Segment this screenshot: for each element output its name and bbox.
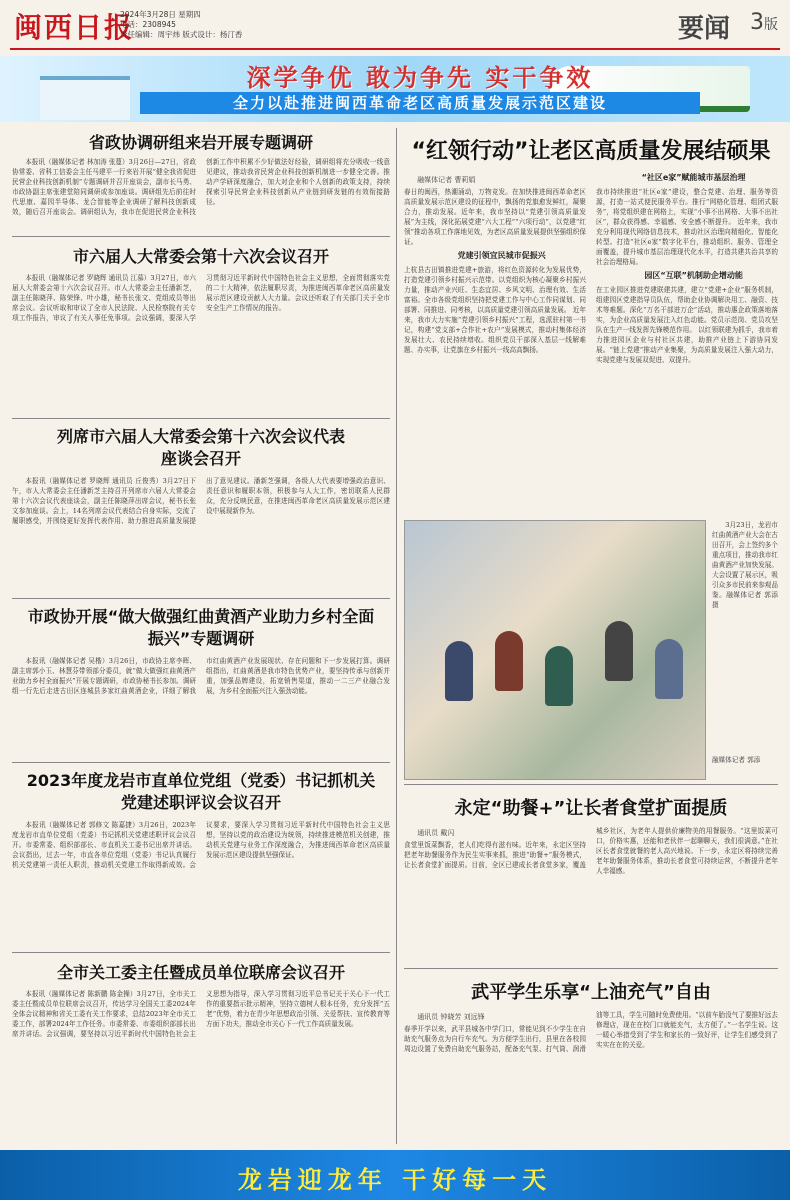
article-body (404, 173, 778, 525)
article-body (12, 476, 390, 586)
person-figure (445, 641, 473, 701)
article-subhead: “社区e家”赋能城市基层治理 (641, 173, 746, 182)
divider (12, 952, 390, 953)
column-divider (396, 128, 397, 1144)
article-byline: 本报讯（融媒体记者 林加涛 张蔓） (25, 158, 129, 166)
article-subhead: 园区“互联”机制助企增动能 (644, 271, 743, 280)
building-graphic (40, 76, 130, 120)
article-a4 (12, 604, 390, 766)
article-title: “红领行动”让老区高质量发展结硕果 (411, 139, 771, 164)
article-byline: 融媒体记者 曹莉娟 (417, 176, 476, 184)
footer-banner (0, 1150, 790, 1200)
footer-slogan: 龙岩迎龙年 干好每一天 (237, 1166, 553, 1194)
person-figure (545, 646, 573, 706)
section-title: 要闻 (677, 14, 730, 44)
article-text: 近年来，我市充分利用现代网络信息技术，推动社区治理向精细化、智能化转型。打造“社区e家”数字化平台，推动组织、服务、管理全面覆盖，提升城市基层治理现代化水平，打造共建共治共享的社会治理格局。 (596, 218, 778, 266)
article-a9 (404, 790, 778, 972)
caption-credit: 融媒体记者 郭添 (712, 756, 761, 764)
article-title: 市六届人大常委会第十六次会议召开 (72, 247, 329, 266)
article-byline: 本报讯（融媒体记者 吴楷） (25, 657, 109, 665)
article-byline: 本报讯（融媒体记者 陈新鹏 陈金操） (25, 990, 137, 998)
page-suffix: 版 (764, 17, 778, 33)
article-title: 列席市六届人大常委会第十六次会议代表座谈会召开 (56, 427, 345, 468)
article-a1 (12, 128, 390, 245)
article-body (12, 656, 390, 766)
article-body (12, 820, 390, 950)
article-text: 食堂里饭菜飘香，老人们吃得有滋有味。近年来，永定区坚持把老年助餐服务作为民生实事来抓，推进“助餐+”服务模式，让长者食堂扩面提质。目前，全区已建成长者食堂多家，覆盖城乡社区，为老年人提供价廉物美的用餐服务。“这里饭菜可口，价格实惠，还能和老伙伴一起聊聊天，我们很满意。”在社区长者食堂就餐的老人高兴地说。下一步，永定区将持续完善老年助餐服务体系，推动长者食堂可持续运营，不断提升老年人幸福感。 (404, 827, 778, 875)
article-text: 3月26日—27日，省政协常委、省科工信委会主任马建平一行来岩开展“健全我省促进民营企业科技创新机制”专题调研并召开座谈会，副市长马勇、市政协副主席张建堂陪同调研或参加座谈。调研组先后前往时代思康、嘉园半导体、龙合智能等企业调研了解科技创新成效，随后召开座谈会。调研组认为，我市在促进民营企业科技创新工作中积累不少好做法好经验，调研组将充分吸收一线意见建议，推动我省民营企业科技创新机制进一步健全完善。推动产学研深度融合，加大对企业和个人创新的政策支持，持续探索引导民营企业科技创新从产业链到研发链的有效衔接路径。 (12, 158, 390, 216)
editor-line: 责任编辑：周宇炜 版式设计：杨汀香 (120, 30, 243, 39)
phone-line: 电话：2308945 (120, 20, 176, 29)
divider (404, 968, 778, 969)
article-text: 在工业园区推进党建联建共建，建立“党建+企业”服务机制，组建园区党建指导员队伍，帮助企业协调解决用工、融资、技术等难题。深化“万名干部进万企”活动，推动惠企政策落地落实，为企业高质量发展注入红色动能。党员示范岗、党员攻坚队在生产一线发挥先锋模范作用。 (596, 286, 778, 334)
article-title: 2023年度龙岩市直单位党组（党委）书记抓机关党建述职评议会议召开 (26, 771, 376, 812)
article-title: 永定“助餐+”让长者食堂扩面提质 (454, 798, 728, 819)
article-body (404, 826, 778, 972)
article-body (404, 1010, 778, 1140)
person-figure (605, 621, 633, 681)
article-text: 3月27日下午，市人大常委会主任潘新芝主持召开列席市六届人大常委会第十六次会议代表座谈会，副主任陈晓萍出席会议，秘书长张文参加座谈。会上，14名列席会议代表结合自身实际，交流了履职感受，并围绕更好发挥代表作用、助力推进高质量发展提出了意见建议。潘新芝强调，各级人大代表要增强政治意识、责任意识和履职本领，积极参与人大工作，密切联系人民群众，充分反映民意，在推进闽西革命老区高质量发展示范区建设中展现新作为。 (12, 477, 390, 525)
divider (12, 762, 390, 763)
masthead-rule (10, 48, 780, 50)
divider (12, 598, 390, 599)
divider (12, 418, 390, 419)
top-banner (0, 56, 790, 122)
masthead-meta (120, 10, 242, 40)
article-body (12, 273, 390, 423)
banner-slogan-sub: 全力以赴推进闽西革命老区高质量发展示范区建设 (140, 92, 700, 114)
article-text: 3月26日，2023年度龙岩市直单位党组（党委）书记抓机关党建述职评议会议召开。市委常委、组织部部长、市直机关工委书记出席并讲话。会议指出，过去一年，市直各单位党组（党委）书记认真履行机关党建第一责任人职责，推动机关党建工作取得新成效。会议要求，要深入学习贯彻习近平新时代中国特色社会主义思想，坚持以党的政治建设为统领，持续推进模范机关创建，推动机关党建与业务工作深度融合，为推进闽西革命老区高质量发展示范区建设提供坚强保证。 (12, 821, 390, 869)
person-figure (655, 639, 683, 699)
article-text: 3月27日，全市关工委主任暨成员单位联席会议召开，传达学习全国关工委2024年全体会议精神和省关工委有关工作要求，总结2023年全市关工委工作，部署2024年工作任务。市委常委、市委组织部部长出席并讲话。会议强调，要坚持以习近平新时代中国特色社会主义思想为指导，深入学习贯彻习近平总书记关于关心下一代工作的重要指示批示精神，坚持立德树人根本任务，充分发挥“五老”优势，着力在青少年思想政治引领、关爱帮扶、宣传教育等方面下功夫，推动全市关心下一代工作高质量发展。 (12, 990, 390, 1038)
divider (404, 784, 778, 785)
article-title: 市政协开展“做大做强红曲黄酒产业助力乡村全面振兴”专题调研 (27, 607, 375, 648)
article-byline: 通讯员 戴闪 (417, 829, 455, 837)
article-title: 武平学生乐享“上油充气”自由 (471, 982, 711, 1003)
photo-caption (712, 520, 778, 765)
article-byline: 本报讯（融媒体记者 郭修文 陈嘉捷） (25, 821, 139, 829)
article-a7 (404, 128, 778, 525)
article-body (12, 989, 390, 1147)
article-byline: 通讯员 钟晓芳 刘远锋 (417, 1013, 485, 1021)
masthead (0, 0, 790, 52)
article-text: 近年来，我市大力实施“党建引领乡村振兴”工程，选派驻村第一书记，构建“党支部+合作社+农户”发展模式，推动村集体经济发展壮大、农民持续增收。组织党员干部深入基层一线解难题、办实事，让党旗在乡村振兴一线高高飘扬。 (404, 306, 587, 354)
article-text: 以红领联建为抓手，我市着力推进园区企业与村社区共建，助推产业链上下游协同发展。“链上党建”推动产业集聚，为高质量发展注入强大动力，实现党建与发展双促进、双提升。 (596, 326, 778, 364)
article-title: 省政协调研组来岩开展专题调研 (88, 133, 313, 152)
article-text: 春季开学以来，武平县城各中学门口，常能见到不少学生在自助充气服务点为自行车充气。为方便学生出行，县里在各校园周边设置了免费自助充气服务站，配备充气泵、打气筒、润滑油等工具，学生可随时免费使用。“以前车胎没气了要推好远去修理店，现在在校门口就能充气，太方便了。”一名学生说。这一暖心举措受到了学生和家长的一致好评，让学生们感受到了实实在在的关爱。 (404, 1011, 778, 1053)
caption-text: 3月23日，龙岩市红曲黄酒产业大会在古田召开，会上签约多个重点项目，推动我市红曲黄酒产业加快发展。大会设置了展示区，吸引众多市民前来参观品鉴。融媒体记者 郭添 摄 (712, 521, 778, 609)
person-figure (495, 631, 523, 691)
divider (12, 236, 390, 237)
date-line: 2024年3月28日 星期四 (120, 10, 201, 19)
article-a3 (12, 424, 390, 586)
newspaper-logo: 闽西日报 (14, 11, 135, 44)
article-a2 (12, 240, 390, 423)
article-byline: 本报讯（融媒体记者 罗晓辉 通讯员 丘俊秀） (25, 477, 163, 485)
article-byline: 本报讯（融媒体记者 罗晓辉 通讯员 江慕） (25, 274, 151, 282)
article-text: 3月27日，市六届人大常委会第十六次会议召开。市人大常委会主任潘新芝，副主任陈晓萍、陈荣锋、叶小雄，秘书长张文、党组成员等出席会议。会议听取和审议了全市人民法院、人民检察院有关专项工作报告，审议了有关人事任免事项。会议强调，要深入学习贯彻习近平新时代中国特色社会主义思想，全面贯彻落实党的二十大精神，依法履职尽责，为推进闽西革命老区高质量发展示范区建设贡献人大力量。会议还听取了有关部门关于全市安全生产工作情况的报告。 (12, 274, 390, 322)
article-body (12, 157, 390, 245)
article-intro: 春日的闽西，热潮涌动，万物竞发。在加快推进闽西革命老区高质量发展示范区建设的征程中，飘扬的党旗愈发鲜红，凝聚合力，推动发展。近年来，我市坚持以“党建引领高质量发展”为主线，深化拓展党建“六大工程”“六项行动”，以党建“红领”推动各项工作落地见效，为老区高质量发展提供坚强组织保证。 (404, 188, 586, 246)
banner-slogan-main: 深学争优 敢为争先 实干争效 (246, 64, 594, 92)
article-text: 上杭县古田镇推进党建+旅游，将红色资源转化为发展优势，打造党建引领乡村振兴示范带。以党组织为核心凝聚乡村振兴力量，推动产业兴旺、生态宜居、乡风文明、治理有效、生活富裕。全市各级党组织坚持把党建工作与中心工作同谋划、同部署、同推进、同考核，以高质量党建引领高质量发展。 (404, 266, 586, 314)
article-text: 3月26日，市政协主席李晖、副主席郭小玉、林慧芬带领部分委员，就“做大做强红曲黄酒产业助力乡村全面振兴”开展专题调研，市政协秘书长参加。调研组一行先后走进古田区连城县多家红曲黄酒企业，详细了解我市红曲黄酒产业发展现状、存在问题和下一步发展打算。调研组指出，红曲黄酒是我市特色优势产业，要坚持传承与创新并重，加强品牌建设，拓宽销售渠道，推动一二三产业融合发展，为乡村全面振兴注入强劲动能。 (12, 657, 390, 695)
page-number (750, 10, 778, 35)
article-subhead: 党建引领宜民城市促振兴 (457, 251, 546, 260)
article-title: 全市关工委主任暨成员单位联席会议召开 (56, 963, 345, 982)
event-photo (404, 520, 706, 780)
article-a6 (12, 958, 390, 1147)
page-number-value: 3 (750, 10, 764, 35)
article-text: 我市持续推进“社区e家”建设，整合党建、治理、服务等资源，打造一站式便民服务平台。推行“网格化管理、组团式服务”，将党组织建在网格上，实现“小事不出网格、大事不出社区”，群众获得感、幸福感、安全感不断提升。 (596, 188, 778, 226)
article-a10 (404, 974, 778, 1140)
article-a5 (12, 768, 390, 950)
